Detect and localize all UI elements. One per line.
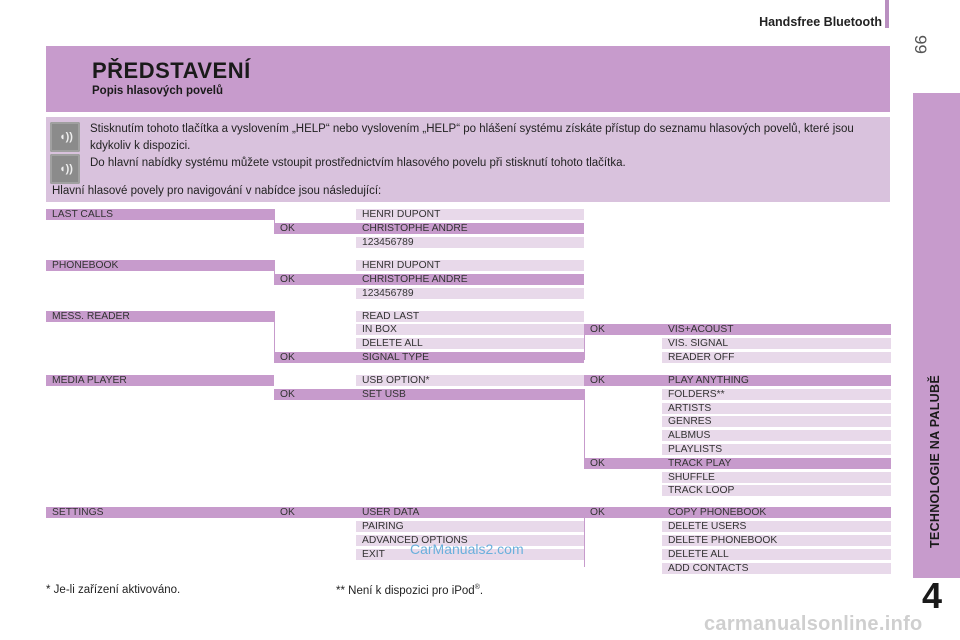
submenu-item: SHUFFLE [662,472,891,483]
submenu-item: HENRI DUPONT [356,209,584,220]
submenu-item: ARTISTS [662,403,891,414]
ok-connector: OK [584,324,662,335]
submenu-item: USER DATA [356,507,584,518]
ok-connector: OK [584,375,662,386]
footnote-activated: * Je-li zařízení aktivováno. [46,584,181,596]
menu-item-mess-reader: MESS. READER [46,311,274,322]
submenu-item: SIGNAL TYPE [356,352,584,363]
submenu-item: READ LAST [356,311,584,322]
submenu-item: DELETE USERS [662,521,891,532]
menu-item-last-calls: LAST CALLS [46,209,274,220]
ok-connector: OK [584,507,662,518]
watermark-site: carmanualsonline.info [704,613,923,635]
ok-connector: OK [584,458,662,469]
submenu-item: CHRISTOPHE ANDRÉ [356,274,584,285]
submenu-item: ADVANCED OPTIONS [356,535,584,546]
submenu-item: READER OFF [662,352,891,363]
submenu-item: SET USB [356,389,584,400]
menu-item-settings: SETTINGS [46,507,274,518]
ok-connector: OK [274,389,356,400]
info-text-main-menu: Do hlavní nabídky systému můžete vstoupit prostřednictvím hlasového povelu při stisknutí tohoto tlačítka. [90,157,626,169]
ok-connector: OK [274,274,356,285]
info-text-help: Stisknutím tohoto tlačítka a vyslovením „HELP“ nebo vyslovením „HELP“ po hlášení systému získáte přístup do seznamu hlasových povelů, které jsou kdykoliv k dispozici. [90,123,854,152]
running-header: Handsfree Bluetooth [759,15,882,29]
menu-item-phonebook: PHONEBOOK [46,260,274,271]
submenu-item: TRACK PLAY [662,458,891,469]
submenu-item: ALBMUS [662,430,891,441]
submenu-item: PAIRING [356,521,584,532]
watermark-link[interactable]: CarManuals2.com [410,541,524,557]
footnote-ipod-end: . [479,584,484,597]
submenu-item: VIS. SIGNAL [662,338,891,349]
submenu-item: GENRES [662,416,891,427]
section-subtitle: Popis hlasových povelů [92,85,224,97]
header-divider [885,0,889,28]
ok-connector: OK [274,352,356,363]
section-title: PŘEDSTAVENÍ [92,58,251,83]
voice-command-icon: ◖)) [50,154,80,184]
submenu-item: DELETE ALL [662,549,891,560]
submenu-item: DELETE ALL [356,338,584,349]
submenu-item: TRACK LOOP [662,485,891,496]
submenu-item: HENRI DUPONT [356,260,584,271]
info-text-commands-intro: Hlavní hlasové povely pro navigování v nabídce jsou následující: [52,185,382,197]
submenu-item: CHRISTOPHE ANDRÉ [356,223,584,234]
submenu-item: IN BOX [356,324,584,335]
submenu-item: COPY PHONEBOOK [662,507,891,518]
footnote-ipod-text: ** Není k dispozici pro iPod [336,584,475,597]
submenu-item: PLAY ANYTHING [662,375,891,386]
registered-mark: ® [474,584,480,591]
ok-connector: OK [274,223,356,234]
tree-connector [584,389,585,464]
chapter-tab-label: TECHNOLOGIE NA PALUBĚ [928,375,942,548]
submenu-item: EXIT [356,549,584,560]
submenu-item: USB OPTION* [356,375,584,386]
submenu-item: PLAYLISTS [662,444,891,455]
footnote-ipod [336,584,483,597]
page-number: 99 [911,35,930,54]
submenu-item: DELETE PHONEBOOK [662,535,891,546]
submenu-item: 123456789 [356,288,584,299]
menu-item-media-player: MEDIA PLAYER [46,375,274,386]
submenu-item: ADD CONTACTS [662,563,891,574]
voice-command-icon: ◖)) [50,122,80,152]
submenu-item: 123456789 [356,237,584,248]
ok-connector: OK [274,507,356,518]
submenu-item: VIS+ACOUST [662,324,891,335]
chapter-number: 4 [922,575,943,616]
submenu-item: FOLDERS** [662,389,891,400]
